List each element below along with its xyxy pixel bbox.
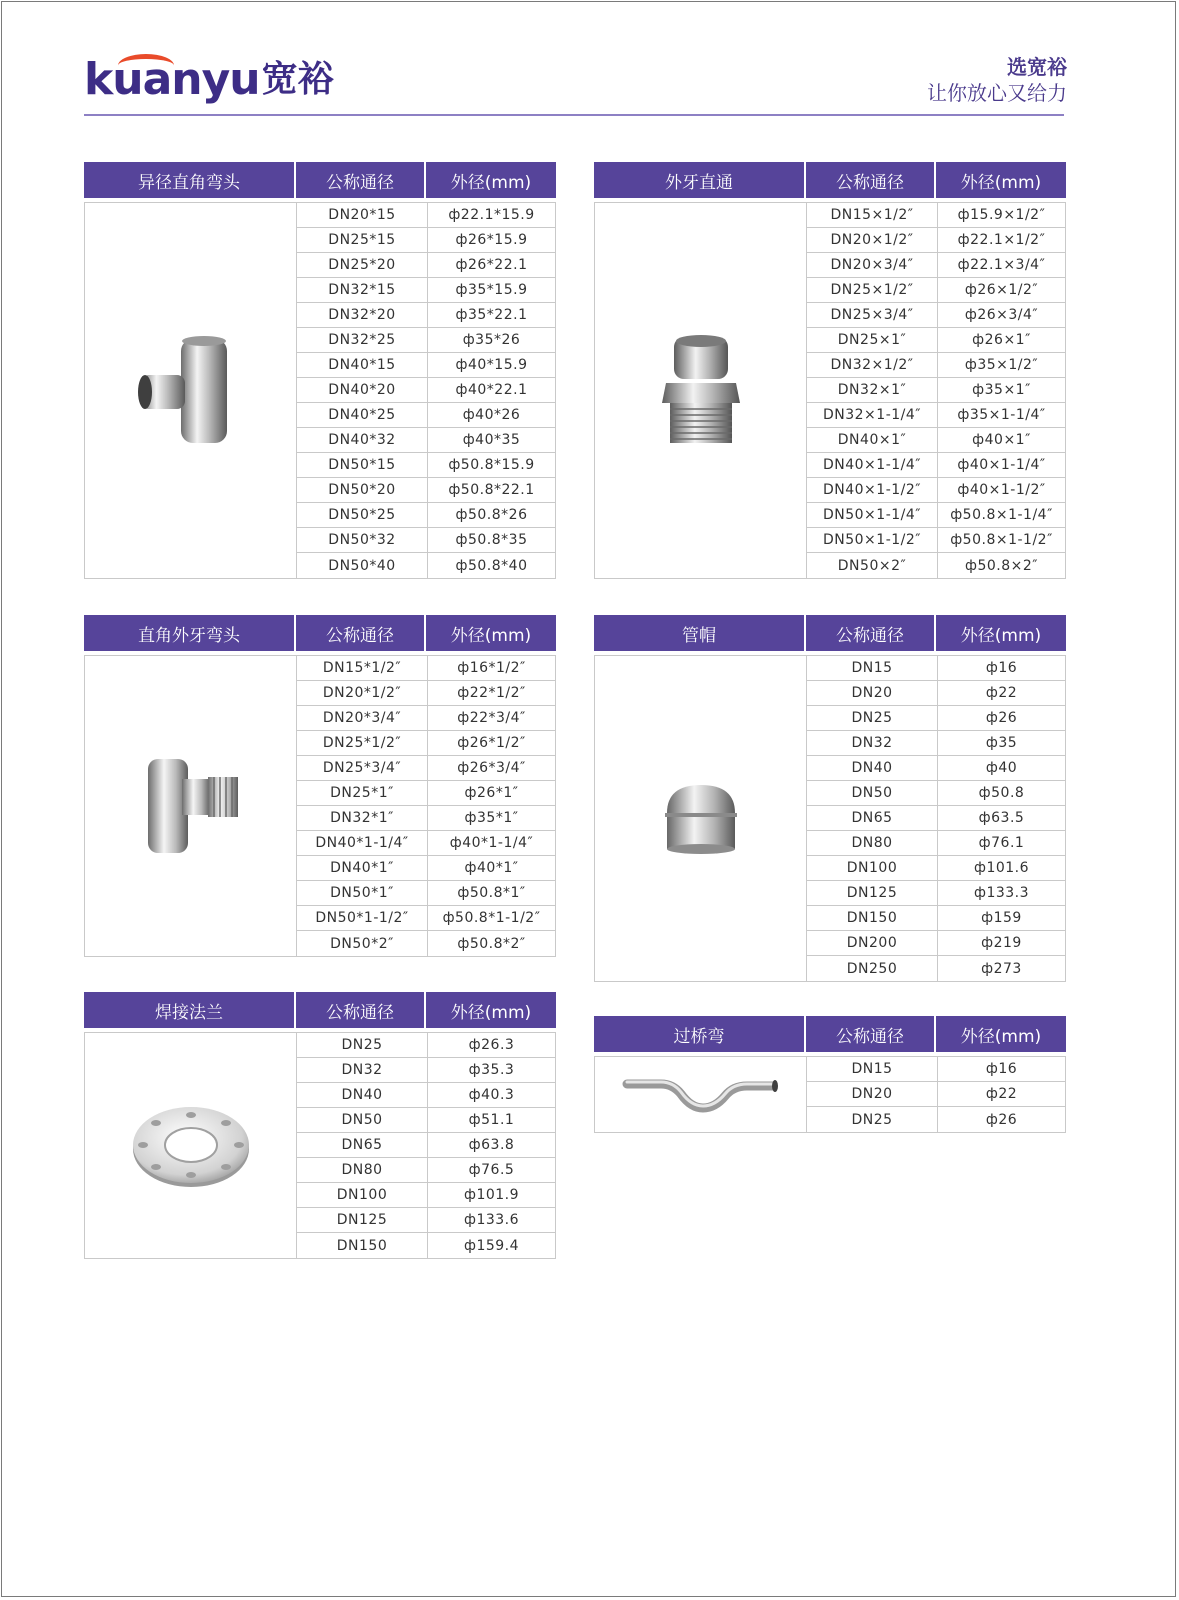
table-row — [807, 203, 1065, 228]
table-row — [297, 1058, 555, 1083]
table-row — [297, 731, 555, 756]
table-row — [807, 756, 1065, 781]
cell-outer-diameter: ф35 — [985, 735, 1018, 751]
cell-nominal-size: DN80 — [297, 1158, 428, 1182]
spec-table-male-elbow — [84, 615, 556, 957]
crossover-bend-icon — [621, 1070, 781, 1120]
pipe-cap-icon — [651, 779, 751, 859]
table-row — [297, 403, 555, 428]
cell-outer-diameter: ф40×1″ — [972, 432, 1031, 448]
table-row — [297, 503, 555, 528]
table-row — [807, 1082, 1065, 1107]
cell-outer-diameter: ф22 — [985, 1086, 1018, 1102]
cell-outer-diameter: ф35*15.9 — [455, 282, 528, 298]
column-header-nominal: 公称通径 — [806, 1016, 936, 1052]
table-header — [84, 615, 556, 651]
cell-outer-diameter: ф35×1″ — [972, 382, 1031, 398]
cell-outer-diameter: ф22.1×3/4″ — [957, 257, 1046, 273]
table-row — [807, 881, 1065, 906]
rows — [807, 203, 1065, 578]
cell-nominal-size: DN40*32 — [297, 428, 428, 452]
cell-outer-diameter: ф219 — [981, 935, 1022, 951]
cell-outer-diameter: ф26*15.9 — [455, 232, 528, 248]
table-row — [807, 656, 1065, 681]
table-row — [807, 706, 1065, 731]
table-row — [297, 831, 555, 856]
cell-nominal-size: DN40*1″ — [297, 856, 428, 880]
cell-nominal-size: DN80 — [807, 831, 938, 855]
cell-nominal-size: DN20 — [807, 1082, 938, 1106]
logo-arc — [118, 54, 174, 77]
table-row — [807, 1057, 1065, 1082]
table-row — [807, 478, 1065, 503]
cell-nominal-size: DN20×3/4″ — [807, 253, 938, 277]
cell-outer-diameter: ф26*3/4″ — [457, 760, 526, 776]
cell-nominal-size: DN15×1/2″ — [807, 203, 938, 227]
cell-nominal-size: DN32 — [807, 731, 938, 755]
cell-outer-diameter: ф50.8*26 — [455, 507, 528, 523]
header-divider — [84, 114, 1064, 116]
cell-outer-diameter: ф50.8*1-1/2″ — [442, 910, 541, 926]
cell-nominal-size: DN40*1-1/4″ — [297, 831, 428, 855]
table-row — [297, 906, 555, 931]
cell-nominal-size: DN40*15 — [297, 353, 428, 377]
cell-outer-diameter: ф26*1/2″ — [457, 735, 526, 751]
logo-latin: kuanyu — [84, 54, 260, 105]
cell-outer-diameter: ф22 — [985, 685, 1018, 701]
cell-nominal-size: DN50*2″ — [297, 931, 428, 956]
cell-outer-diameter: ф50.8*40 — [455, 557, 528, 574]
cell-outer-diameter: ф133.6 — [463, 1212, 520, 1228]
table-title: 过桥弯 — [594, 1016, 806, 1052]
table-row — [297, 328, 555, 353]
cell-nominal-size: DN25 — [297, 1033, 428, 1057]
cell-nominal-size: DN25*3/4″ — [297, 756, 428, 780]
cell-nominal-size: DN100 — [807, 856, 938, 880]
cell-outer-diameter: ф26×1/2″ — [964, 282, 1039, 298]
cell-outer-diameter: ф101.9 — [463, 1187, 520, 1203]
slogan-line-2: 让你放心又给力 — [927, 81, 1067, 105]
spec-table-flange — [84, 992, 556, 1259]
cell-outer-diameter: ф35*26 — [462, 332, 521, 348]
table-row — [807, 353, 1065, 378]
column-header-nominal: 公称通径 — [296, 162, 426, 198]
cell-nominal-size: DN32*20 — [297, 303, 428, 327]
table-row — [807, 453, 1065, 478]
table-row — [807, 1107, 1065, 1132]
table-body — [84, 1032, 556, 1259]
table-row — [297, 253, 555, 278]
cell-nominal-size: DN32*25 — [297, 328, 428, 352]
table-row — [297, 478, 555, 503]
table-row — [297, 856, 555, 881]
cell-outer-diameter: ф133.3 — [973, 885, 1030, 901]
cell-outer-diameter: ф76.5 — [468, 1162, 515, 1178]
cell-nominal-size: DN25*20 — [297, 253, 428, 277]
table-title: 直角外牙弯头 — [84, 615, 296, 651]
cell-outer-diameter: ф40*15.9 — [455, 357, 528, 373]
male-adapter-icon — [656, 331, 746, 451]
cell-outer-diameter: ф40×1-1/2″ — [957, 482, 1046, 498]
spec-table-pipe-cap — [594, 615, 1066, 982]
table-row — [297, 303, 555, 328]
table-body — [594, 1056, 1066, 1133]
cell-nominal-size: DN50×1-1/2″ — [807, 528, 938, 552]
cell-nominal-size: DN20 — [807, 681, 938, 705]
flange-icon — [126, 1101, 256, 1191]
cell-nominal-size: DN65 — [297, 1133, 428, 1157]
cell-outer-diameter: ф22.1×1/2″ — [957, 232, 1046, 248]
cell-nominal-size: DN32×1-1/4″ — [807, 403, 938, 427]
table-row — [297, 1108, 555, 1133]
cell-outer-diameter: ф35.3 — [468, 1062, 515, 1078]
table-row — [807, 428, 1065, 453]
cell-nominal-size: DN32×1″ — [807, 378, 938, 402]
table-row — [297, 1033, 555, 1058]
cell-outer-diameter: ф40×1-1/4″ — [957, 457, 1046, 473]
cell-outer-diameter: ф50.8*1″ — [457, 885, 526, 901]
table-header — [594, 162, 1066, 198]
table-row — [807, 806, 1065, 831]
cell-outer-diameter: ф50.8×1-1/2″ — [950, 532, 1053, 548]
cell-nominal-size: DN250 — [807, 956, 938, 981]
table-row — [297, 1208, 555, 1233]
cell-outer-diameter: ф16 — [985, 1061, 1018, 1077]
table-row — [807, 528, 1065, 553]
table-body — [84, 655, 556, 957]
cell-nominal-size: DN15 — [807, 1057, 938, 1081]
table-row — [807, 781, 1065, 806]
cell-outer-diameter: ф22*1/2″ — [457, 685, 526, 701]
cell-nominal-size: DN50 — [297, 1108, 428, 1132]
cell-outer-diameter: ф101.6 — [973, 860, 1030, 876]
cell-outer-diameter: ф50.8*35 — [455, 532, 528, 548]
cell-outer-diameter: ф40*1″ — [464, 860, 519, 876]
cell-nominal-size: DN15*1/2″ — [297, 656, 428, 680]
table-title: 外牙直通 — [594, 162, 806, 198]
product-image-cell — [85, 656, 297, 956]
table-row — [807, 856, 1065, 881]
cell-nominal-size: DN25 — [807, 706, 938, 730]
cell-outer-diameter: ф26×1″ — [972, 332, 1031, 348]
cell-outer-diameter: ф35×1-1/4″ — [957, 407, 1046, 423]
table-row — [297, 681, 555, 706]
column-header-nominal: 公称通径 — [296, 615, 426, 651]
cell-nominal-size: DN50*20 — [297, 478, 428, 502]
cell-outer-diameter: ф159 — [981, 910, 1022, 926]
cell-nominal-size: DN20*3/4″ — [297, 706, 428, 730]
cell-outer-diameter: ф26.3 — [468, 1037, 515, 1053]
cell-nominal-size: DN50×2″ — [807, 553, 938, 578]
table-row — [297, 453, 555, 478]
cell-outer-diameter: ф40.3 — [468, 1087, 515, 1103]
table-row — [297, 781, 555, 806]
cell-outer-diameter: ф26*1″ — [464, 785, 519, 801]
cell-outer-diameter: ф159.4 — [463, 1237, 520, 1254]
cell-outer-diameter: ф15.9×1/2″ — [957, 207, 1046, 223]
cell-nominal-size: DN32×1/2″ — [807, 353, 938, 377]
cell-nominal-size: DN40×1-1/4″ — [807, 453, 938, 477]
reducing-elbow-icon — [136, 331, 246, 451]
cell-nominal-size: DN20*15 — [297, 203, 428, 227]
cell-nominal-size: DN15 — [807, 656, 938, 680]
column-header-nominal: 公称通径 — [296, 992, 426, 1028]
cell-outer-diameter: ф50.8*15.9 — [448, 457, 535, 473]
slogan-line-1: 选宽裕 — [1007, 55, 1067, 79]
product-image-cell — [595, 656, 807, 981]
spec-table-crossover-bend — [594, 1016, 1066, 1133]
cell-nominal-size: DN40×1″ — [807, 428, 938, 452]
rows — [807, 656, 1065, 981]
table-row — [297, 378, 555, 403]
table-row — [297, 228, 555, 253]
column-header-nominal: 公称通径 — [806, 162, 936, 198]
cell-outer-diameter: ф40*35 — [462, 432, 521, 448]
table-row — [807, 403, 1065, 428]
table-row — [297, 931, 555, 956]
table-row — [297, 553, 555, 578]
product-image-cell — [85, 203, 297, 578]
rows — [807, 1057, 1065, 1132]
table-row — [297, 1133, 555, 1158]
cell-outer-diameter: ф26 — [985, 710, 1018, 726]
cell-outer-diameter: ф51.1 — [468, 1112, 515, 1128]
cell-outer-diameter: ф22*3/4″ — [457, 710, 526, 726]
cell-outer-diameter: ф76.1 — [978, 835, 1025, 851]
table-row — [297, 881, 555, 906]
cell-outer-diameter: ф50.8 — [978, 785, 1025, 801]
cell-nominal-size: DN25*1/2″ — [297, 731, 428, 755]
cell-nominal-size: DN40*25 — [297, 403, 428, 427]
cell-nominal-size: DN125 — [297, 1208, 428, 1232]
cell-outer-diameter: ф16 — [985, 660, 1018, 676]
cell-nominal-size: DN32*15 — [297, 278, 428, 302]
cell-outer-diameter: ф63.5 — [978, 810, 1025, 826]
logo-cn: 宽裕 — [261, 59, 334, 100]
product-image-cell — [595, 1057, 807, 1132]
rows — [297, 203, 555, 578]
cell-outer-diameter: ф50.8*22.1 — [448, 482, 535, 498]
male-elbow-icon — [136, 751, 246, 861]
table-row — [297, 278, 555, 303]
table-row — [297, 353, 555, 378]
table-row — [297, 756, 555, 781]
table-row — [297, 1183, 555, 1208]
cell-outer-diameter: ф22.1*15.9 — [448, 207, 535, 223]
table-body — [594, 655, 1066, 982]
table-row — [807, 253, 1065, 278]
cell-nominal-size: DN40*20 — [297, 378, 428, 402]
table-row — [807, 278, 1065, 303]
brand-logo — [84, 52, 334, 105]
table-row — [807, 956, 1065, 981]
table-row — [297, 656, 555, 681]
table-row — [297, 1083, 555, 1108]
table-row — [297, 528, 555, 553]
cell-outer-diameter: ф40*26 — [462, 407, 521, 423]
cell-nominal-size: DN50*1″ — [297, 881, 428, 905]
table-row — [807, 503, 1065, 528]
table-row — [807, 906, 1065, 931]
cell-outer-diameter: ф50.8*2″ — [457, 935, 526, 952]
table-row — [807, 378, 1065, 403]
cell-nominal-size: DN50*15 — [297, 453, 428, 477]
cell-outer-diameter: ф40*1-1/4″ — [449, 835, 534, 851]
cell-nominal-size: DN50×1-1/4″ — [807, 503, 938, 527]
table-row — [297, 1158, 555, 1183]
cell-nominal-size: DN25*15 — [297, 228, 428, 252]
cell-nominal-size: DN40×1-1/2″ — [807, 478, 938, 502]
column-header-od: 外径(mm) — [450, 172, 532, 193]
table-row — [807, 681, 1065, 706]
table-title: 异径直角弯头 — [84, 162, 296, 198]
cell-nominal-size: DN25 — [807, 1107, 938, 1132]
cell-outer-diameter: ф26 — [985, 1111, 1018, 1128]
table-row — [807, 328, 1065, 353]
slogan — [927, 54, 1067, 106]
cell-nominal-size: DN50 — [807, 781, 938, 805]
table-header — [84, 992, 556, 1028]
cell-nominal-size: DN25×3/4″ — [807, 303, 938, 327]
table-body — [594, 202, 1066, 579]
table-row — [297, 203, 555, 228]
cell-nominal-size: DN25×1″ — [807, 328, 938, 352]
rows — [297, 656, 555, 956]
column-header-od: 外径(mm) — [960, 172, 1042, 193]
table-row — [297, 1233, 555, 1258]
cell-nominal-size: DN25*1″ — [297, 781, 428, 805]
cell-outer-diameter: ф26×3/4″ — [964, 307, 1039, 323]
cell-outer-diameter: ф35*1″ — [464, 810, 519, 826]
cell-nominal-size: DN100 — [297, 1183, 428, 1207]
cell-outer-diameter: ф40*22.1 — [455, 382, 528, 398]
table-row — [807, 931, 1065, 956]
cell-nominal-size: DN50*32 — [297, 528, 428, 552]
cell-nominal-size: DN50*40 — [297, 553, 428, 578]
table-body — [84, 202, 556, 579]
rows — [297, 1033, 555, 1258]
table-row — [807, 303, 1065, 328]
cell-outer-diameter: ф50.8×1-1/4″ — [950, 507, 1053, 523]
table-header — [594, 1016, 1066, 1052]
cell-nominal-size: DN20*1/2″ — [297, 681, 428, 705]
cell-nominal-size: DN50*25 — [297, 503, 428, 527]
cell-outer-diameter: ф40 — [985, 760, 1018, 776]
cell-nominal-size: DN50*1-1/2″ — [297, 906, 428, 930]
column-header-od: 外径(mm) — [450, 625, 532, 646]
table-title: 焊接法兰 — [84, 992, 296, 1028]
table-row — [807, 731, 1065, 756]
spec-table-male-adapter — [594, 162, 1066, 579]
cell-nominal-size: DN40 — [807, 756, 938, 780]
table-row — [807, 831, 1065, 856]
spec-table-reducing-elbow — [84, 162, 556, 579]
cell-outer-diameter: ф35*22.1 — [455, 307, 528, 323]
cell-outer-diameter: ф273 — [981, 960, 1022, 977]
table-row — [297, 706, 555, 731]
cell-outer-diameter: ф50.8×2″ — [964, 557, 1038, 574]
column-header-od: 外径(mm) — [450, 1002, 532, 1023]
cell-nominal-size: DN25×1/2″ — [807, 278, 938, 302]
table-row — [807, 228, 1065, 253]
table-header — [594, 615, 1066, 651]
column-header-od: 外径(mm) — [960, 625, 1042, 646]
table-title: 管帽 — [594, 615, 806, 651]
table-header — [84, 162, 556, 198]
table-row — [297, 806, 555, 831]
cell-nominal-size: DN32 — [297, 1058, 428, 1082]
product-image-cell — [85, 1033, 297, 1258]
product-image-cell — [595, 203, 807, 578]
cell-nominal-size: DN32*1″ — [297, 806, 428, 830]
table-row — [807, 553, 1065, 578]
cell-nominal-size: DN125 — [807, 881, 938, 905]
column-header-nominal: 公称通径 — [806, 615, 936, 651]
cell-nominal-size: DN20×1/2″ — [807, 228, 938, 252]
cell-nominal-size: DN200 — [807, 931, 938, 955]
cell-outer-diameter: ф35×1/2″ — [964, 357, 1039, 373]
column-header-od: 外径(mm) — [960, 1026, 1042, 1047]
cell-nominal-size: DN150 — [807, 906, 938, 930]
cell-outer-diameter: ф63.8 — [468, 1137, 515, 1153]
cell-outer-diameter: ф26*22.1 — [455, 257, 528, 273]
cell-outer-diameter: ф16*1/2″ — [457, 660, 526, 676]
cell-nominal-size: DN150 — [297, 1233, 428, 1258]
cell-nominal-size: DN65 — [807, 806, 938, 830]
cell-nominal-size: DN40 — [297, 1083, 428, 1107]
table-row — [297, 428, 555, 453]
